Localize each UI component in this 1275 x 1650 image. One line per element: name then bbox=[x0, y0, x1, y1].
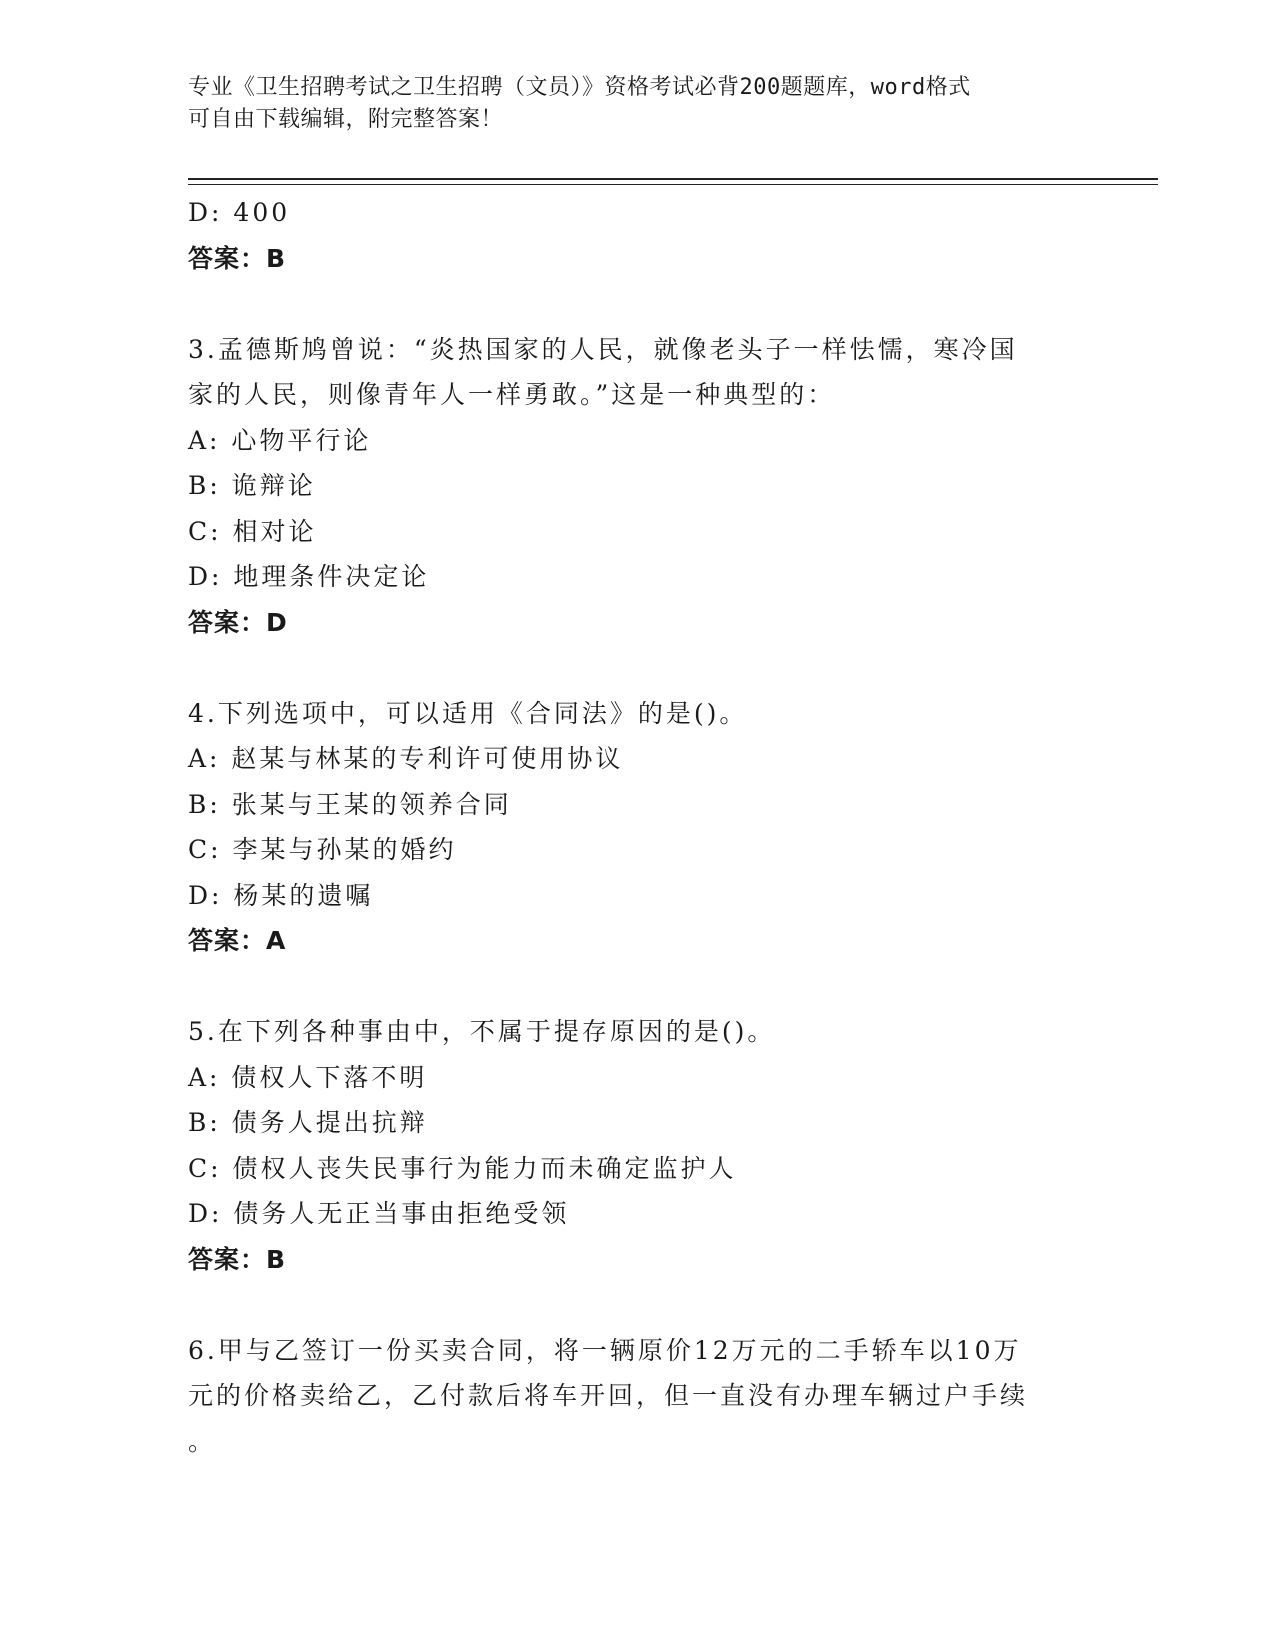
question-stem: 家的人民，则像青年人一样勇敢。”这是一种典型的： bbox=[188, 380, 836, 409]
option-c: C: 债权人丧失民事行为能力而未确定监护人 bbox=[188, 1153, 737, 1183]
option-b: B: 债务人提出抗辩 bbox=[188, 1108, 428, 1137]
spacer bbox=[188, 1282, 1068, 1328]
spacer bbox=[188, 645, 1068, 691]
question-list bbox=[188, 190, 1068, 1464]
question-stem: 元的价格卖给乙，乙付款后将车开回，但一直没有办理车辆过户手续 bbox=[188, 1381, 1029, 1410]
document-header bbox=[188, 72, 1068, 136]
option-b: B: 诡辩论 bbox=[188, 471, 316, 500]
option-a: A: 赵某与林某的专利许可使用协议 bbox=[188, 744, 624, 773]
question-6 bbox=[188, 1328, 1068, 1465]
option-a: A: 债权人下落不明 bbox=[188, 1062, 428, 1092]
question-stem: 6.甲与乙签订一份买卖合同，将一辆原价12万元的二手轿车以10万 bbox=[188, 1335, 1022, 1365]
option-d: D: 400 bbox=[188, 198, 291, 227]
header-title-line-2: 可自由下载编辑，附完整答案！ bbox=[188, 107, 504, 132]
spacer bbox=[188, 964, 1068, 1010]
option-d: D: 债务人无正当事由拒绝受领 bbox=[188, 1199, 570, 1228]
answer-line: 答案：A bbox=[188, 926, 287, 955]
option-d: D: 杨某的遗嘱 bbox=[188, 880, 374, 910]
question-stem: 3.孟德斯鸠曾说：“炎热国家的人民，就像老头子一样怯懦，寒冷国 bbox=[188, 334, 1018, 364]
question-stem: 4.下列选项中，可以适用《合同法》的是()。 bbox=[188, 698, 748, 728]
option-d: D: 地理条件决定论 bbox=[188, 562, 430, 591]
option-b: B: 张某与王某的领养合同 bbox=[188, 789, 512, 819]
spacer bbox=[188, 281, 1068, 327]
question-4 bbox=[188, 691, 1068, 964]
header-title-line-1: 专业《卫生招聘考试之卫生招聘（文员）》资格考试必背200题题库，word格式 bbox=[188, 75, 971, 100]
question-5 bbox=[188, 1009, 1068, 1282]
question-3 bbox=[188, 327, 1068, 646]
question-stem: 5.在下列各种事由中，不属于提存原因的是()。 bbox=[188, 1017, 776, 1046]
header-divider bbox=[188, 178, 1158, 185]
answer-line: 答案：B bbox=[188, 243, 287, 273]
option-a: A: 心物平行论 bbox=[188, 425, 372, 455]
answer-line: 答案：B bbox=[188, 1244, 287, 1274]
question-stem: 。 bbox=[188, 1426, 217, 1456]
option-c: C: 相对论 bbox=[188, 516, 317, 546]
answer-line: 答案：D bbox=[188, 607, 288, 637]
option-c: C: 李某与孙某的婚约 bbox=[188, 835, 457, 864]
